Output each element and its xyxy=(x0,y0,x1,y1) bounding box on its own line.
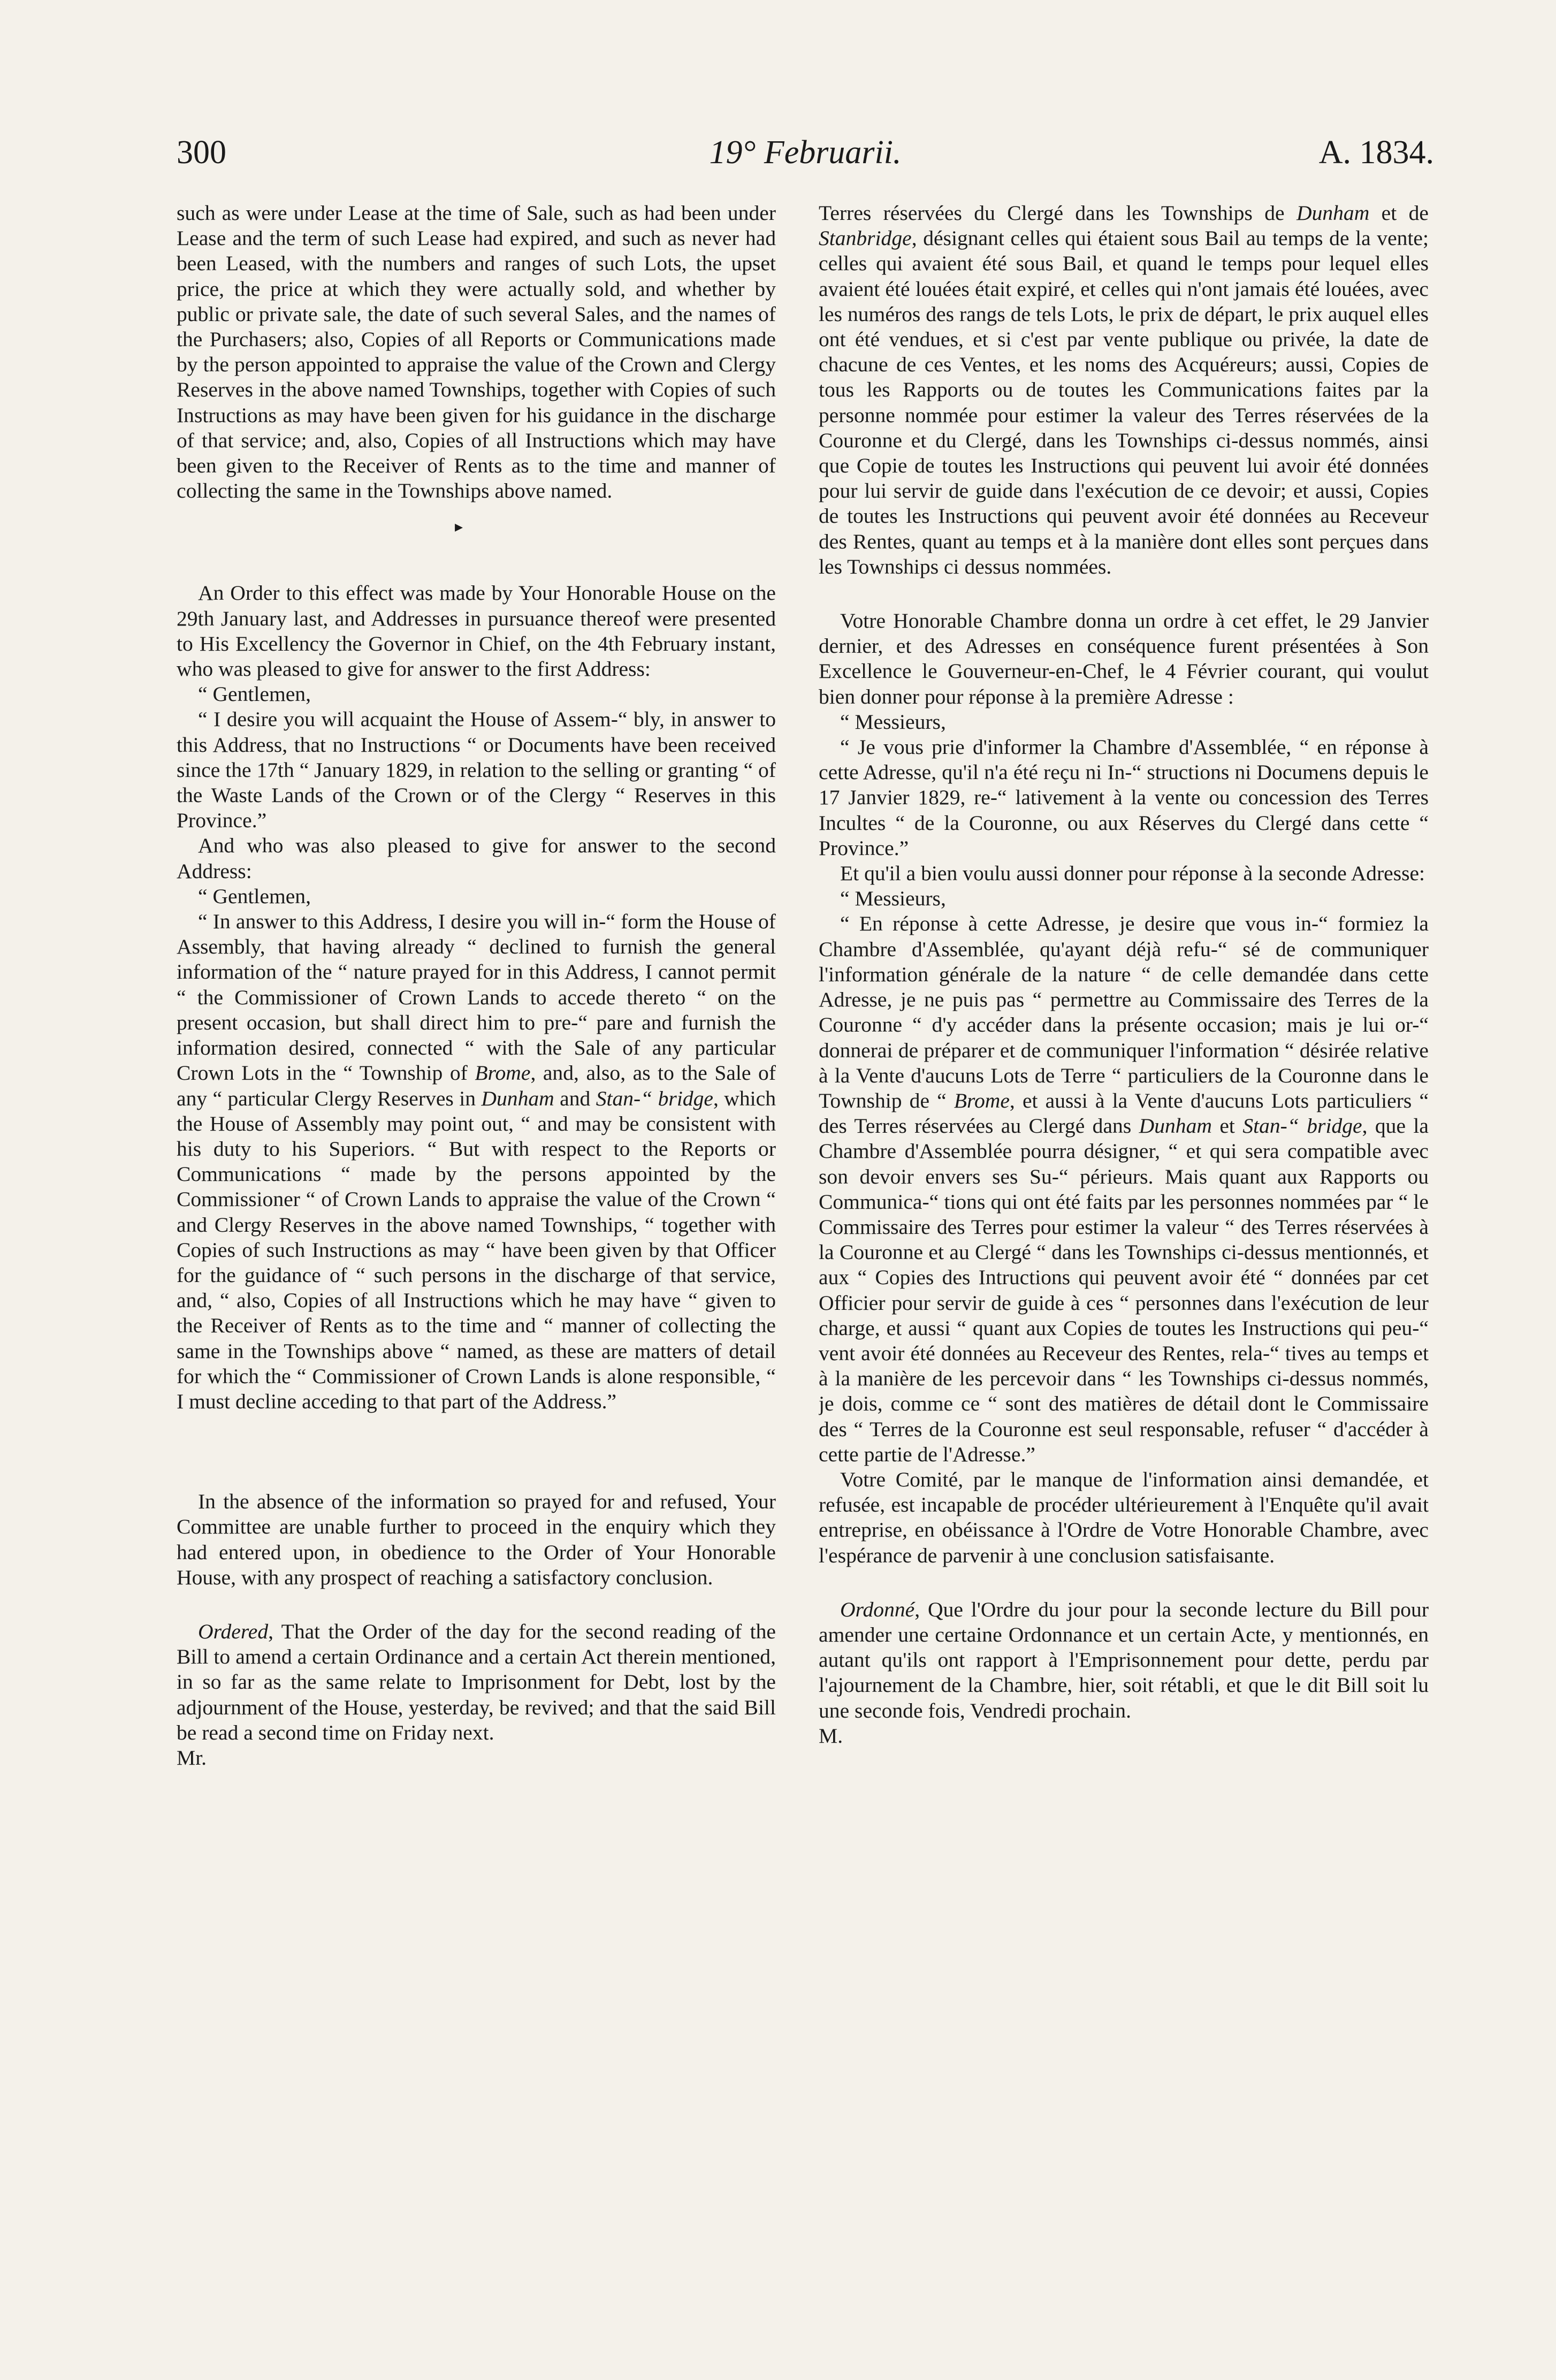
paragraph-committee-conclusion: In the absence of the information so prayed for and refused, Your Committee are unable further to proceed in the enquiry which they had entered upon, in obedience to the Order of Your Honorable House, with any prospect of reaching a satisfactory conclusion. xyxy=(177,1490,776,1589)
english-column xyxy=(177,201,776,2320)
reply-second-address: “ In answer to this Address, I desire you will in-“ form the House of Assembly, that having already “ declined to furnish the general information of the “ nature prayed for in this Address, I cannot permit “ the Commissioner of Crown Lands to accede thereto “ on the present occasion, but shall direct him to pre-“ pare and furnish the information desired, connected “ with the Sale of any particular Crown Lots in the “ Township of Brome, and, also, as to the Sale of any “ particular Clergy Reserves in Dunham and Stan-“ bridge, which the House of Assembly may point out, “ and may be consistent with his duty to his Superiors. “ But with respect to the Reports or Communications “ made by the persons appointed by the Commissioner “ of Crown Lands to appraise the value of the Crown “ and Clergy Reserves in the above named Townships, “ together with Copies of such Instructions as may “ have been given by that Officer for the guidance of “ such persons in the discharge of that service, and, “ also, Copies of all Instructions which he may have “ given to the Receiver of Rents as to the time and “ manner of collecting the same in the Townships above “ named, as these are matters of detail for which the “ Commissioner of Crown Lands is alone responsible, “ I must decline acceding to that part of the Address.” xyxy=(177,910,776,1413)
salutation-first: “ Gentlemen, xyxy=(198,682,311,706)
french-column xyxy=(819,201,1429,2320)
reply-first-address: “ I desire you will acquaint the House of Assem-“ bly, in answer to this Address, that no Instructions “ or Documents have been received since the 17th “ January 1829, in relation to the selling or granting “ of the Waste Lands of the Crown or of the Clergy “ Reserves in this Province.” xyxy=(177,707,776,833)
reclame: M. xyxy=(819,1723,843,1748)
paragraphe-ordonne: Ordonné, Que l'Ordre du jour pour la seconde lecture du Bill pour amender une certaine Ordonnance et un certain Acte, y mentionnés, en autant qu'ils ont rapport à l'Emprisonnement pour dette, perdu par l'ajournement de la Chambre, hier, soit rétabli, et que le dit Bill soit lu une seconde fois, Vendredi prochain. xyxy=(819,1597,1429,1722)
paragraph-second-address: And who was also pleased to give for answer to the second Address: xyxy=(177,834,776,883)
paragraphe-ordre: Votre Honorable Chambre donna un ordre à cet effet, le 29 Janvier dernier, et des Adresses en conséquence furent présentées à Son Excellence le Gouverneur-en-Chef, le 4 Février courant, qui voulut bien donner pour réponse à la première Adresse : xyxy=(819,609,1429,708)
paragraph-ordered: Ordered, That the Order of the day for the second reading of the Bill to amend a certain Ordinance and a certain Act therein mentioned, in so far as the same relate to Imprisonment for Debt, lost by the adjournment of the House, yesterday, be revived; and that the said Bill be read a second time on Friday next. xyxy=(177,1619,776,1744)
mark-area xyxy=(177,504,776,552)
catchword: Mr. xyxy=(177,1745,207,1769)
header-date: 19° Februarii. xyxy=(709,134,902,171)
salutation-seconde: “ Messieurs, xyxy=(840,887,946,911)
paragraphe-seconde-adresse: Et qu'il a bien voulu aussi donner pour réponse à la seconde Adresse: xyxy=(840,861,1425,886)
printer-mark: ▸ xyxy=(455,518,463,536)
reponse-premiere-adresse: “ Je vous prie d'informer la Chambre d'Assemblée, “ en réponse à cette Adresse, qu'il n'a été reçu ni In-“ structions ni Documens depuis le 17 Janvier 1829, re-“ lativement à la vente ou concession des Terres Incultes “ de la Couronne, ou aux Réserves du Clergé dans cette “ Province.” xyxy=(819,735,1429,860)
paragraph-order-made: An Order to this effect was made by Your Honorable House on the 29th January last, and Addresses in pursuance thereof were presented to His Excellency the Governor in Chief, on the 4th February instant, who was pleased to give for answer to the first Address: xyxy=(177,581,776,681)
header-year: A. 1834. xyxy=(1318,134,1434,171)
reponse-seconde-adresse: “ En réponse à cette Adresse, je desire que vous in-“ formiez la Chambre d'Assemblée, qu'ayant déjà refu-“ sé de communiquer l'information générale de la nature “ de celle demandée dans cette Adresse, je ne puis pas “ permettre au Commissaire des Terres de la Couronne “ d'y accéder dans la présente occasion; mais je lui or-“ donnerai de préparer et de communiquer l'information “ désirée relative à la Vente d'aucuns Lots de Terre “ particuliers de la Couronne dans le Township de “ Brome, et aussi à la Vente d'aucuns Lots particuliers “ des Terres réservées au Clergé dans Dunham et Stan-“ bridge, que la Chambre d'Assemblée pourra désigner, “ et qui sera compatible avec son devoir envers ses Su-“ périeurs. Mais quant aux Rapports ou Communica-“ tions qui ont été faits par les personnes nommées par “ le Commissaire des Terres pour estimer la valeur “ des Terres réservées à la Couronne et au Clergé “ dans les Townships ci-dessus mentionnés, et aux “ Copies des Intructions qui peuvent avoir été “ données par cet Officier pour servir de guide à ces “ personnes dans l'exécution de leur charge, et aussi “ quant aux Copies de toutes les Instructions qui peu-“ vent avoir été données au Receveur des Rentes, rela-“ tives au temps et à la manière de les percevoir dans “ les Townships ci-dessus nommés, je dois, comme ce “ sont des matières de détail dont le Commissaire des “ Terres de la Couronne est seul responsable, refuser “ d'accéder à cette partie de l'Adresse.” xyxy=(819,912,1429,1466)
page-header xyxy=(177,128,1434,187)
paragraph-reports-list: such as were under Lease at the time of Sale, such as had been under Lease and the term of such Lease had expired, and such as never had been Leased, with the numbers and ranges of such Lots, the upset price, the price at which they were actually sold, and whether by public or private sale, the date of such several Sales, and the names of the Purchasers; also, Copies of all Reports or Communications made by the person appointed to appraise the value of the Crown and Clergy Reserves in the above named Townships, together with Copies of such Instructions as may have been given for his guidance in the discharge of that service; and, also, Copies of all Instructions which may have been given to the Receiver of Rents as to the time and manner of collecting the same in the Townships above named. xyxy=(177,201,776,503)
ordered-label: Ordered xyxy=(198,1619,269,1643)
salutation-premiere: “ Messieurs, xyxy=(840,710,946,734)
ordonne-label: Ordonné xyxy=(840,1597,915,1621)
paragraphe-comite-conclusion: Votre Comité, par le manque de l'information ainsi demandée, et refusée, est incapable de procéder ultérieurement à l'Enquête qu'il avait entreprise, en obéissance à l'Ordre de Votre Honorable Chambre, avec l'espérance de parvenir à une conclusion satisfaisante. xyxy=(819,1467,1429,1567)
paragraphe-liste-rapports: Terres réservées du Clergé dans les Townships de Dunham et de Stanbridge, désignant celles qui étaient sous Bail au temps de la vente; celles qui avaient été sous Bail, et quand le temps pour lequel elles avaient été louées était expiré, et celles qui n'ont jamais été louées, avec les numéros des rangs de tels Lots, le prix de départ, le prix auquel elles ont été vendues, et si c'est par vente publique ou privée, la date de chacune de ces Ventes, et les noms des Acquéreurs; aussi, Copies de tous les Rapports ou de toutes les Communications faites par la personne nommée pour estimer la valeur des Terres réservées de la Couronne et du Clergé, dans les Townships ci-dessus nommés, ainsi que Copie de toutes les Instructions qui peuvent lui avoir été données pour lui servir de guide dans l'exécution de ce devoir; et aussi, Copies de toutes les Instructions qui peuvent avoir été données au Receveur des Rentes, quant au temps et à la manière dont elles sont perçues dans les Townships ci dessus nommées. xyxy=(819,201,1429,578)
salutation-second: “ Gentlemen, xyxy=(198,884,311,908)
page-number: 300 xyxy=(177,134,226,171)
